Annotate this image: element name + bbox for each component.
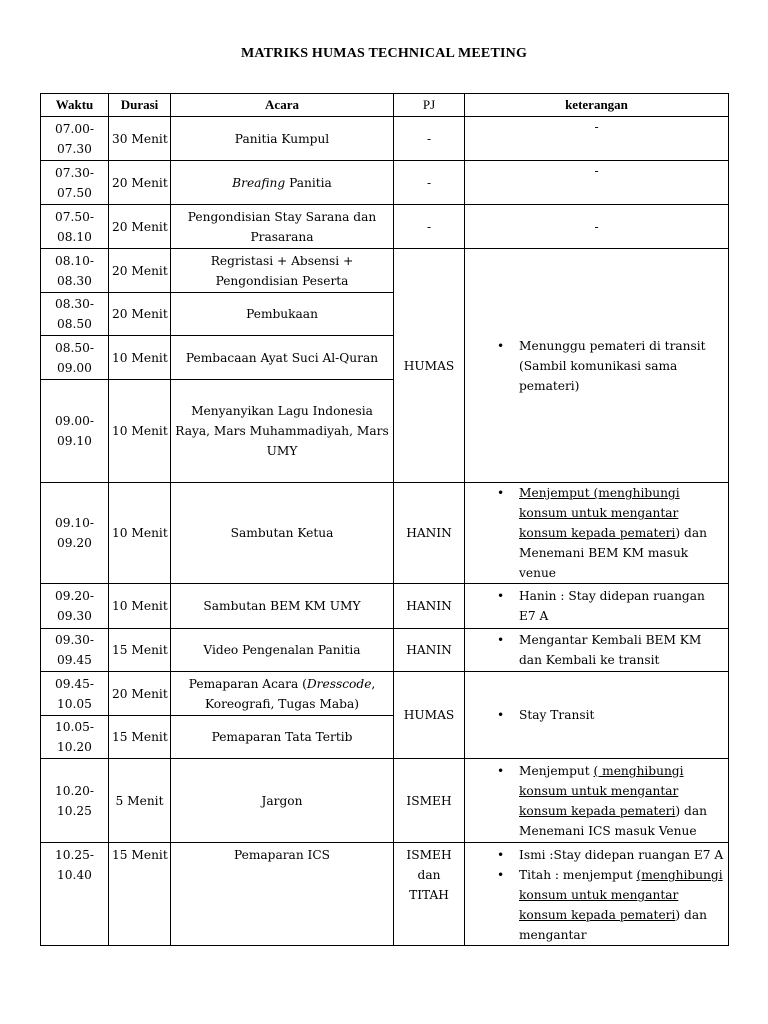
cell-durasi: 20 Menit bbox=[109, 205, 171, 249]
table-header-row bbox=[41, 94, 729, 117]
cell-acara: Pembukaan bbox=[171, 293, 394, 336]
cell-pj: - bbox=[394, 205, 465, 249]
header-waktu: Waktu bbox=[41, 94, 109, 117]
cell-waktu: 07.00-07.30 bbox=[41, 117, 109, 161]
cell-acara bbox=[171, 161, 394, 205]
list-text: ) dan Menemani BEM KM masuk venue bbox=[519, 526, 707, 580]
list-item: • Mengantar Kembali BEM KM dan Kembali ke transit bbox=[519, 630, 724, 670]
table-row bbox=[41, 249, 729, 293]
cell-acara: Pembacaan Ayat Suci Al-Quran bbox=[171, 336, 394, 380]
cell-keterangan bbox=[465, 584, 729, 629]
table-row bbox=[41, 672, 729, 716]
list-item bbox=[519, 761, 724, 841]
list-item: • Hanin : Stay didepan ruangan E7 A bbox=[519, 586, 724, 626]
list-text: ) dan mengantar bbox=[519, 908, 707, 942]
cell-keterangan: - bbox=[465, 161, 729, 205]
list-item: • Stay Transit bbox=[519, 705, 724, 725]
list-item bbox=[519, 483, 724, 583]
list-item bbox=[519, 865, 724, 945]
cell-pj: ISMEH bbox=[394, 759, 465, 843]
cell-keterangan: - bbox=[465, 117, 729, 161]
cell-waktu: 08.50-09.00 bbox=[41, 336, 109, 380]
cell-durasi: 20 Menit bbox=[109, 293, 171, 336]
table-row bbox=[41, 205, 729, 249]
cell-keterangan bbox=[465, 672, 729, 759]
list-text: ) dan Menemani ICS masuk Venue bbox=[519, 803, 707, 838]
cell-durasi: 10 Menit bbox=[109, 380, 171, 483]
table-row bbox=[41, 584, 729, 629]
cell-durasi: 10 Menit bbox=[109, 483, 171, 584]
cell-durasi: 20 Menit bbox=[109, 161, 171, 205]
cell-pj: HUMAS bbox=[394, 249, 465, 483]
table-row bbox=[41, 161, 729, 205]
schedule-table bbox=[40, 93, 729, 946]
cell-acara: Pengondisian Stay Sarana dan Prasarana bbox=[171, 205, 394, 249]
list-text: Titah : menjemput bbox=[519, 868, 637, 882]
cell-durasi: 15 Menit bbox=[109, 716, 171, 759]
cell-acara: Sambutan BEM KM UMY bbox=[171, 584, 394, 629]
cell-keterangan bbox=[465, 759, 729, 843]
cell-pj: - bbox=[394, 117, 465, 161]
table-row bbox=[41, 843, 729, 946]
cell-keterangan bbox=[465, 843, 729, 946]
cell-pj: - bbox=[394, 161, 465, 205]
cell-pj: HANIN bbox=[394, 629, 465, 672]
table-row bbox=[41, 117, 729, 161]
underlined-text: (menghibungi konsum untuk mengantar konsum kepada pemateri bbox=[519, 868, 723, 922]
cell-pj: HANIN bbox=[394, 584, 465, 629]
cell-acara: Pemaparan Tata Tertib bbox=[171, 716, 394, 759]
cell-acara bbox=[171, 672, 394, 716]
list-text: Menjemput bbox=[519, 763, 594, 778]
cell-pj: HUMAS bbox=[394, 672, 465, 759]
cell-waktu: 08.10-08.30 bbox=[41, 249, 109, 293]
cell-waktu: 10.25-10.40 bbox=[41, 843, 109, 946]
cell-durasi: 15 Menit bbox=[109, 843, 171, 946]
cell-waktu: 10.05-10.20 bbox=[41, 716, 109, 759]
cell-durasi: 15 Menit bbox=[109, 629, 171, 672]
cell-acara: Regristasi + Absensi + Pengondisian Peserta bbox=[171, 249, 394, 293]
cell-acara: Pemaparan ICS bbox=[171, 843, 394, 946]
cell-waktu: 08.30-08.50 bbox=[41, 293, 109, 336]
cell-acara: Sambutan Ketua bbox=[171, 483, 394, 584]
cell-keterangan bbox=[465, 249, 729, 483]
cell-waktu: 09.30-09.45 bbox=[41, 629, 109, 672]
table-row bbox=[41, 483, 729, 584]
acara-italic: Dresscode bbox=[306, 676, 372, 691]
cell-acara: Video Pengenalan Panitia bbox=[171, 629, 394, 672]
table-row bbox=[41, 629, 729, 672]
cell-waktu: 07.30-07.50 bbox=[41, 161, 109, 205]
cell-waktu: 10.20-10.25 bbox=[41, 759, 109, 843]
list-item: • Menunggu pemateri di transit (Sambil komunikasi sama pemateri) bbox=[519, 336, 724, 396]
cell-durasi: 5 Menit bbox=[109, 759, 171, 843]
cell-durasi: 10 Menit bbox=[109, 336, 171, 380]
list-item: • Ismi :Stay didepan ruangan E7 A bbox=[519, 845, 724, 865]
cell-acara: Jargon bbox=[171, 759, 394, 843]
cell-waktu: 09.00-09.10 bbox=[41, 380, 109, 483]
header-durasi: Durasi bbox=[109, 94, 171, 117]
acara-text: Panitia bbox=[285, 175, 332, 190]
cell-waktu: 09.20-09.30 bbox=[41, 584, 109, 629]
underlined-text: Menjemput (menghibungi konsum untuk mengantar konsum kepada pemateri bbox=[519, 486, 680, 540]
header-acara: Acara bbox=[171, 94, 394, 117]
cell-durasi: 30 Menit bbox=[109, 117, 171, 161]
cell-waktu: 07.50-08.10 bbox=[41, 205, 109, 249]
cell-durasi: 20 Menit bbox=[109, 672, 171, 716]
header-pj: PJ bbox=[394, 94, 465, 117]
acara-text: Pemaparan Acara ( bbox=[188, 676, 307, 691]
cell-keterangan: - bbox=[465, 205, 729, 249]
cell-durasi: 10 Menit bbox=[109, 584, 171, 629]
cell-acara: Menyanyikan Lagu Indonesia Raya, Mars Muhammadiyah, Mars UMY bbox=[171, 380, 394, 483]
document-title: MATRIKS HUMAS TECHNICAL MEETING bbox=[240, 46, 528, 61]
acara-text: , Koreografi, Tugas Maba) bbox=[204, 676, 376, 711]
header-keterangan: keterangan bbox=[465, 94, 729, 117]
cell-waktu: 09.45-10.05 bbox=[41, 672, 109, 716]
cell-durasi: 20 Menit bbox=[109, 249, 171, 293]
cell-acara: Panitia Kumpul bbox=[171, 117, 394, 161]
cell-pj: HANIN bbox=[394, 483, 465, 584]
cell-keterangan bbox=[465, 483, 729, 584]
cell-waktu: 09.10-09.20 bbox=[41, 483, 109, 584]
table-row bbox=[41, 759, 729, 843]
underlined-text: ( menghibungi konsum untuk mengantar konsum kepada pemateri bbox=[519, 763, 684, 818]
cell-pj: ISMEH dan TITAH bbox=[394, 843, 465, 946]
cell-keterangan bbox=[465, 629, 729, 672]
acara-italic: Breafing bbox=[232, 175, 286, 190]
